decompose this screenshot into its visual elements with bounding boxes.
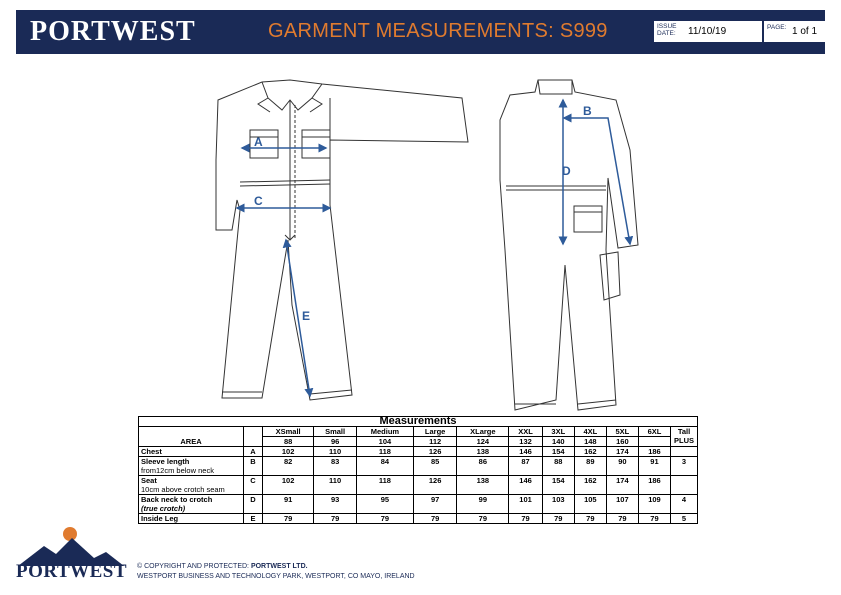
tall-label: Tall — [677, 427, 691, 436]
document-title: GARMENT MEASUREMENTS: S999 — [268, 20, 608, 42]
ref-chest-cell: 104 — [356, 437, 413, 447]
tall-plus-cell — [671, 476, 698, 495]
area-name-cell — [139, 447, 244, 457]
issue-label-line1: ISSUE — [657, 23, 677, 30]
value-cell: 79 — [542, 514, 574, 524]
label-b: B — [583, 104, 592, 118]
plus-label: PLUS — [673, 436, 694, 445]
size-header: 6XL — [638, 427, 670, 437]
value-cell: 162 — [574, 476, 606, 495]
value-cell: 97 — [413, 495, 456, 514]
size-header-row — [139, 427, 698, 437]
area-name-cell — [139, 476, 244, 495]
value-cell: 79 — [606, 514, 638, 524]
value-cell: 79 — [263, 514, 314, 524]
value-cell: 110 — [314, 447, 357, 457]
area-code-cell: D — [244, 495, 263, 514]
value-cell: 154 — [542, 476, 574, 495]
size-header: Small — [314, 427, 357, 437]
value-cell: 102 — [263, 447, 314, 457]
size-header: 4XL — [574, 427, 606, 437]
area-name: Chest — [141, 447, 162, 456]
value-cell: 103 — [542, 495, 574, 514]
value-cell: 186 — [638, 476, 670, 495]
ref-chest-cell: 88 — [263, 437, 314, 447]
table-title: Measurements — [139, 417, 698, 427]
area-code-cell: B — [244, 457, 263, 476]
area-name: Sleeve length — [141, 457, 190, 466]
table-row — [139, 476, 698, 495]
value-cell: 91 — [638, 457, 670, 476]
tall-header — [671, 427, 698, 447]
area-name-cell — [139, 514, 244, 524]
value-cell: 79 — [457, 514, 509, 524]
value-cell: 79 — [413, 514, 456, 524]
copyright-line — [137, 563, 308, 570]
issue-date-value: 11/10/19 — [688, 26, 727, 37]
copyright-prefix: © COPYRIGHT AND PROTECTED: — [137, 563, 251, 570]
page-value: 1 of 1 — [792, 26, 818, 37]
size-header: XXL — [509, 427, 542, 437]
label-a: A — [254, 135, 263, 149]
front-view-drawing — [216, 80, 468, 400]
page-label: PAGE: — [767, 24, 787, 31]
area-name: Back neck to crotch — [141, 495, 213, 504]
ref-chest-cell: 160 — [606, 437, 638, 447]
tall-plus-cell — [671, 447, 698, 457]
table-row — [139, 495, 698, 514]
back-view-drawing — [500, 80, 638, 410]
area-code-cell: A — [244, 447, 263, 457]
footer-logo-text: PORTWEST — [16, 561, 128, 582]
value-cell: 107 — [606, 495, 638, 514]
value-cell: 87 — [509, 457, 542, 476]
value-cell: 93 — [314, 495, 357, 514]
value-cell: 79 — [638, 514, 670, 524]
value-cell: 118 — [356, 476, 413, 495]
value-cell: 162 — [574, 447, 606, 457]
value-cell: 99 — [457, 495, 509, 514]
ref-chest-cell: 96 — [314, 437, 357, 447]
area-subtitle: 10cm above crotch seam — [141, 485, 225, 494]
size-header: Large — [413, 427, 456, 437]
value-cell: 154 — [542, 447, 574, 457]
table-title-row — [139, 417, 698, 427]
tall-plus-cell: 3 — [671, 457, 698, 476]
value-cell: 79 — [356, 514, 413, 524]
value-cell: 86 — [457, 457, 509, 476]
value-cell: 82 — [263, 457, 314, 476]
issue-label-line2: DATE: — [657, 30, 676, 37]
value-cell: 79 — [314, 514, 357, 524]
value-cell: 79 — [574, 514, 606, 524]
size-header: 3XL — [542, 427, 574, 437]
copyright-company: PORTWEST LTD. — [250, 563, 308, 570]
ref-chest-cell: 112 — [413, 437, 456, 447]
label-c: C — [254, 194, 263, 208]
area-code-cell: E — [244, 514, 263, 524]
table-row — [139, 447, 698, 457]
value-cell: 85 — [413, 457, 456, 476]
value-cell: 186 — [638, 447, 670, 457]
value-cell: 126 — [413, 447, 456, 457]
value-cell: 79 — [509, 514, 542, 524]
back-measure-lines — [563, 100, 630, 244]
size-header: XSmall — [263, 427, 314, 437]
area-name: Inside Leg — [141, 514, 179, 523]
value-cell: 88 — [542, 457, 574, 476]
area-code-cell: C — [244, 476, 263, 495]
table-row — [139, 457, 698, 476]
value-cell: 83 — [314, 457, 357, 476]
ref-chest-cell: 140 — [542, 437, 574, 447]
area-name-cell — [139, 495, 244, 514]
value-cell: 110 — [314, 476, 357, 495]
code-header — [244, 427, 263, 447]
label-d: D — [562, 164, 571, 178]
ref-chest-cell: 124 — [457, 437, 509, 447]
value-cell: 109 — [638, 495, 670, 514]
value-cell: 89 — [574, 457, 606, 476]
value-cell: 146 — [509, 476, 542, 495]
value-cell: 102 — [263, 476, 314, 495]
ref-chest-cell — [638, 437, 670, 447]
area-subtitle: from12cm below neck — [141, 466, 214, 475]
brand-logo-text: PORTWEST — [30, 16, 196, 47]
size-header: 5XL — [606, 427, 638, 437]
size-header: Medium — [356, 427, 413, 437]
value-cell: 84 — [356, 457, 413, 476]
footer-address: WESTPORT BUSINESS AND TECHNOLOGY PARK, WESTPORT, CO MAYO, IRELAND — [137, 573, 415, 580]
value-cell: 174 — [606, 447, 638, 457]
value-cell: 126 — [413, 476, 456, 495]
area-subtitle: (true crotch) — [141, 504, 186, 513]
value-cell: 138 — [457, 476, 509, 495]
size-header: XLarge — [457, 427, 509, 437]
ref-chest-cell: 132 — [509, 437, 542, 447]
area-name: Seat — [141, 476, 157, 485]
measurement-rows — [139, 447, 698, 524]
value-cell: 101 — [509, 495, 542, 514]
area-name-cell — [139, 457, 244, 476]
value-cell: 90 — [606, 457, 638, 476]
value-cell: 174 — [606, 476, 638, 495]
tall-plus-cell: 4 — [671, 495, 698, 514]
table-row — [139, 514, 698, 524]
tall-plus-cell: 5 — [671, 514, 698, 524]
ref-chest-cell: 148 — [574, 437, 606, 447]
label-e: E — [302, 309, 311, 323]
value-cell: 95 — [356, 495, 413, 514]
value-cell: 105 — [574, 495, 606, 514]
value-cell: 138 — [457, 447, 509, 457]
measurements-table — [138, 416, 698, 524]
value-cell: 146 — [509, 447, 542, 457]
value-cell: 118 — [356, 447, 413, 457]
area-header: AREA — [139, 427, 244, 447]
value-cell: 91 — [263, 495, 314, 514]
